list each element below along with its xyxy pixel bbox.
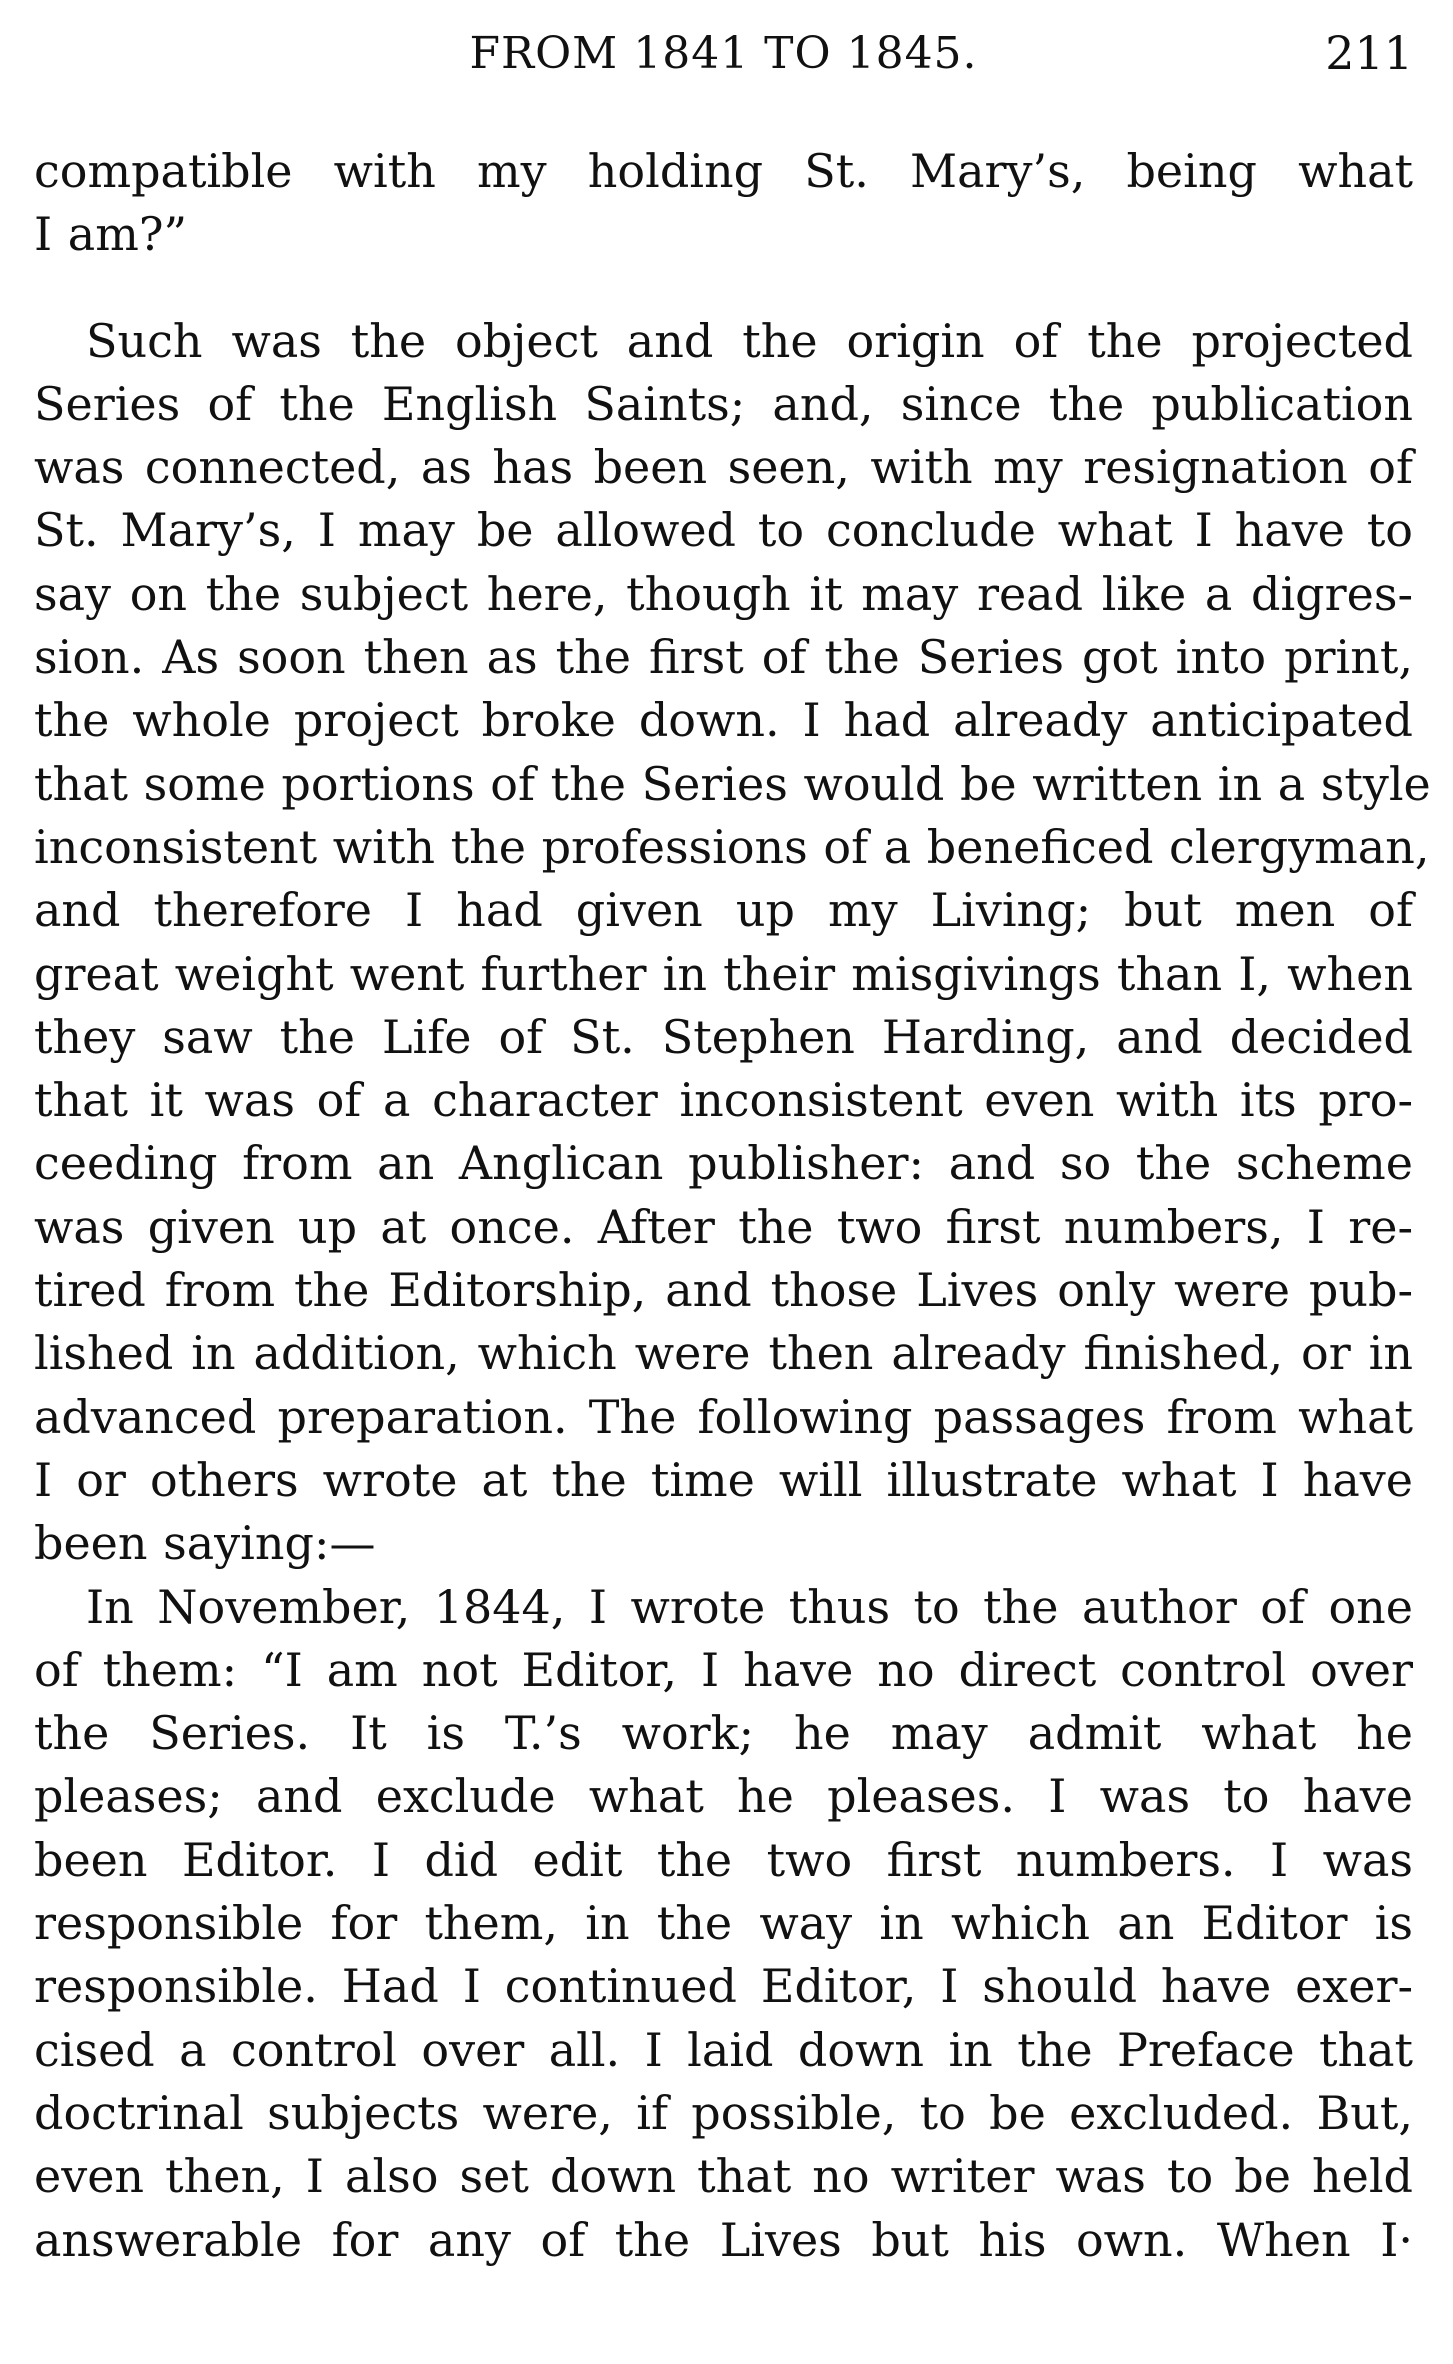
text-line: tired from the Editorship, and those Lives only were pub- — [34, 1263, 1413, 1318]
text-line: doctrinal subjects were, if possible, to be excluded. But, — [34, 2085, 1413, 2140]
text-line: responsible. Had I continued Editor, I should have exer- — [34, 1959, 1413, 2014]
text-line: responsible for them, in the way in which an Editor is — [34, 1896, 1413, 1951]
text-line: Such was the object and the origin of the projected — [86, 313, 1413, 368]
text-line: ceeding from an Anglican publisher: and so the scheme — [34, 1136, 1413, 1191]
text-line: the whole project broke down. I had already anticipated — [34, 693, 1413, 748]
text-line: of them: “I am not Editor, I have no direct control over — [34, 1642, 1413, 1697]
text-line: compatible with my holding St. Mary’s, being what — [34, 144, 1413, 198]
text-line: In November, 1844, I wrote thus to the author of one — [86, 1579, 1413, 1634]
text-line: was connected, as has been seen, with my resignation of — [34, 440, 1413, 495]
text-line: was given up at once. After the two first numbers, I re- — [34, 1199, 1413, 1254]
text-line: I or others wrote at the time will illustrate what I have — [34, 1452, 1413, 1507]
text-line: inconsistent with the professions of a beneficed clergyman, — [34, 819, 1430, 874]
text-line: even then, I also set down that no writer was to be held — [34, 2149, 1413, 2204]
text-line: lished in addition, which were then already finished, or in — [34, 1326, 1413, 1381]
text-line: great weight went further in their misgivings than I, when — [34, 946, 1413, 1001]
text-line: been Editor. I did edit the two first numbers. I was — [34, 1832, 1413, 1887]
text-line: I am?” — [34, 207, 188, 262]
text-line: answerable for any of the Lives but his own. When I· — [34, 2212, 1413, 2267]
page-number: 211 — [1325, 26, 1413, 80]
text-line: that it was of a character inconsistent even with its pro- — [34, 1073, 1413, 1128]
paragraph-gap — [34, 267, 1413, 310]
text-line: St. Mary’s, I may be allowed to conclude what I have to — [34, 503, 1413, 558]
text-line: advanced preparation. The following passages from what — [34, 1389, 1413, 1444]
text-line: Series of the English Saints; and, since the publication — [34, 376, 1413, 431]
body-text — [34, 140, 1431, 2272]
text-line: been saying:— — [34, 1516, 376, 1571]
text-line: cised a control over all. I laid down in the Preface that — [34, 2022, 1413, 2077]
text-line: they saw the Life of St. Stephen Harding, and decided — [34, 1009, 1413, 1064]
running-head: FROM 1841 TO 1845. — [469, 28, 978, 79]
text-line: and therefore I had given up my Living; but men of — [34, 883, 1413, 938]
text-line: sion. As soon then as the first of the Series got into print, — [34, 630, 1413, 685]
text-line: say on the subject here, though it may read like a digres- — [34, 566, 1413, 621]
text-line: that some portions of the Series would be written in a style — [34, 756, 1431, 811]
page-header — [34, 22, 1413, 92]
text-line: pleases; and exclude what he pleases. I was to have — [34, 1769, 1413, 1824]
text-line: the Series. It is T.’s work; he may admit what he — [34, 1706, 1413, 1761]
